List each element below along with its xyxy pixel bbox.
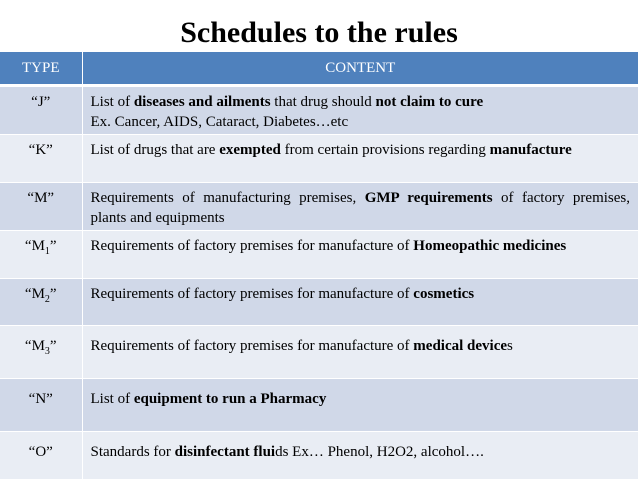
type-label: “M <box>24 238 45 254</box>
bold-text-run: equipment to run a Pharmacy <box>133 391 327 407</box>
bold-text-run: Homeopathic medicines <box>413 238 567 254</box>
type-label-end: ” <box>49 338 57 354</box>
bold-text-run: diseases and ailments <box>133 94 271 110</box>
content-cell <box>82 279 638 326</box>
content-cell <box>82 379 638 432</box>
text-run: that drug should <box>270 94 376 110</box>
type-label: “M” <box>27 190 55 206</box>
content-cell <box>82 432 638 479</box>
text-run: List of <box>90 94 134 110</box>
column-header-content: CONTENT <box>82 52 638 86</box>
bold-text-run: manufacture <box>489 142 572 158</box>
bold-text-run: GMP requirements <box>364 190 493 206</box>
table-row <box>0 231 638 279</box>
text-run: List of drugs that are <box>90 142 220 158</box>
text-run: of factory premises, plants and equipments <box>90 190 630 226</box>
text-run: Standards for <box>90 444 175 460</box>
text-run: Ex. Cancer, AIDS, Cataract, Diabetes…etc <box>90 114 349 130</box>
type-label: “M <box>24 286 45 302</box>
text-run: Requirements of factory premises for manufacture of <box>90 338 414 354</box>
schedules-table <box>0 52 638 479</box>
table-row <box>0 183 638 231</box>
bold-text-run: cosmetics <box>413 286 475 302</box>
text-run: s <box>507 338 513 354</box>
content-cell <box>82 231 638 279</box>
table-row <box>0 432 638 479</box>
content-cell <box>82 326 638 379</box>
table-row <box>0 86 638 135</box>
type-label-end: ” <box>49 238 57 254</box>
table-row <box>0 379 638 432</box>
content-cell <box>82 86 638 135</box>
type-label-end: ” <box>49 286 57 302</box>
page-title: Schedules to the rules <box>180 16 458 49</box>
type-cell <box>0 183 82 231</box>
table-row <box>0 326 638 379</box>
text-run: ds Ex… Phenol, H2O2, alcohol…. <box>275 444 484 460</box>
type-cell <box>0 279 82 326</box>
table-row <box>0 135 638 183</box>
content-line <box>91 92 631 112</box>
type-subscript: 2 <box>44 294 50 305</box>
type-label: “O” <box>28 444 53 460</box>
type-cell <box>0 432 82 479</box>
table-header-row <box>0 52 638 86</box>
type-cell <box>0 86 82 135</box>
text-run: from certain provisions regarding <box>280 142 490 158</box>
text-run: Requirements of factory premises for manufacture of <box>90 238 414 254</box>
type-cell <box>0 379 82 432</box>
type-label: “K” <box>28 142 53 158</box>
type-subscript: 3 <box>44 346 50 357</box>
content-cell <box>82 183 638 231</box>
text-run: Requirements of manufacturing premises, <box>90 190 365 206</box>
type-label: “M <box>24 338 45 354</box>
bold-text-run: exempted <box>219 142 281 158</box>
table-row <box>0 279 638 326</box>
bold-text-run: medical device <box>413 338 508 354</box>
type-cell <box>0 326 82 379</box>
type-subscript: 1 <box>44 246 50 257</box>
content-cell <box>82 135 638 183</box>
type-label: “J” <box>31 94 51 110</box>
type-cell <box>0 135 82 183</box>
type-cell <box>0 231 82 279</box>
bold-text-run: disinfectant flui <box>174 444 276 460</box>
text-run: List of <box>90 391 134 407</box>
type-label: “N” <box>28 391 53 407</box>
content-line <box>91 112 631 132</box>
text-run: Requirements of factory premises for manufacture of <box>90 286 414 302</box>
column-header-type: TYPE <box>0 52 82 86</box>
bold-text-run: not claim to cure <box>375 94 484 110</box>
